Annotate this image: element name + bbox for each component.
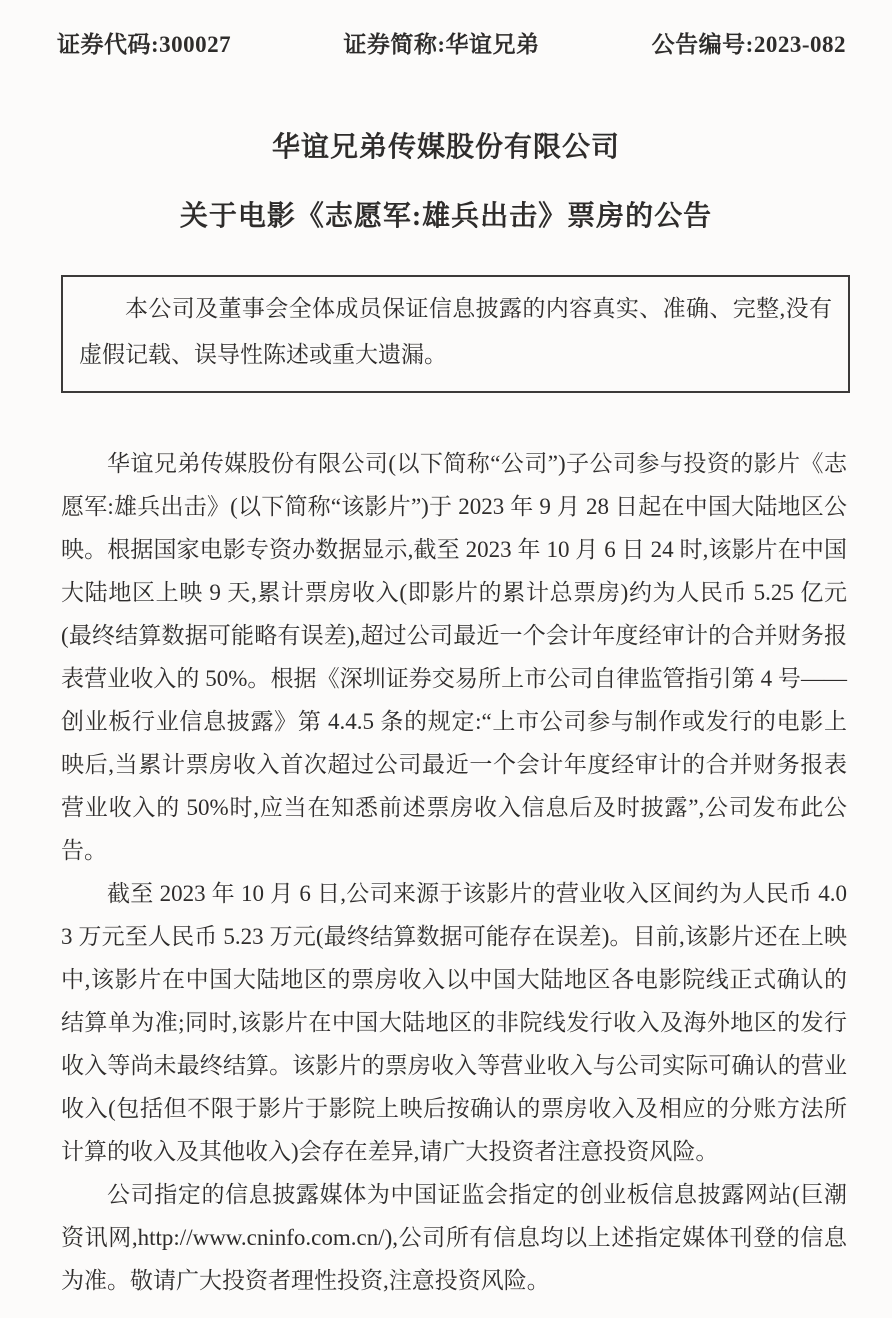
- paragraph-disclosure-media: 公司指定的信息披露媒体为中国证监会指定的创业板信息披露网站(巨潮资讯网,http://www.cninfo.com.cn/),公司所有信息均以上述指定媒体刊登的信息为准。敬请广大投资者理性投资,注意投资风险。: [61, 1182, 847, 1293]
- paragraph-box-office-disclosure: 华谊兄弟传媒股份有限公司(以下简称“公司”)子公司参与投资的影片《志愿军:雄兵出击》(以下简称“该影片”)于 2023 年 9 月 28 日起在中国大陆地区公映。根据国家电影专资办数据显示,截至 2023 年 10 月 6 日 24 时,该影片在中国大陆地区上映 9 天,累计票房收入(即影片的累计总票房)约为人民币 5.25 亿元(最终结算数据可能略有误差),超过公司最近一个会计年度经审计的合并财务报表营业收入的 50%。根据《深圳证券交易所上市公司自律监管指引第 4 号——创业板行业信息披露》第 4.4.5 条的规定:“上市公司参与制作或发行的电影上映后,当累计票房收入首次超过公司最近一个会计年度经审计的合并财务报表营业收入的 50%时,应当在知悉前述票房收入信息后及时披露”,公司发布此公告。: [61, 451, 847, 863]
- disclaimer-text: 本公司及董事会全体成员保证信息披露的内容真实、准确、完整,没有虚假记载、误导性陈述或重大遗漏。: [79, 296, 832, 367]
- disclaimer-box: [61, 275, 850, 393]
- document-body: [61, 442, 847, 1302]
- stock-code: 证券代码:300027: [57, 32, 232, 57]
- paragraph-revenue-estimate: 截至 2023 年 10 月 6 日,公司来源于该影片的营业收入区间约为人民币 4.03 万元至人民币 5.23 万元(最终结算数据可能存在误差)。目前,该影片还在上映中,该影片在中国大陆地区的票房收入以中国大陆地区各电影院线正式确认的结算单为准;同时,该影片在中国大陆地区的非院线发行收入及海外地区的发行收入等尚未最终结算。该影片的票房收入等营业收入与公司实际可确认的营业收入(包括但不限于影片于影院上映后按确认的票房收入及相应的分账方法所计算的收入及其他收入)会存在差异,请广大投资者注意投资风险。: [61, 881, 847, 1164]
- document-header: [0, 0, 892, 59]
- announcement-number: 公告编号:2023-082: [651, 32, 846, 57]
- announcement-title: 关于电影《志愿军:雄兵出击》票房的公告: [179, 201, 713, 232]
- stock-name: 证券简称:华谊兄弟: [343, 32, 540, 57]
- company-name-title: 华谊兄弟传媒股份有限公司: [271, 132, 620, 163]
